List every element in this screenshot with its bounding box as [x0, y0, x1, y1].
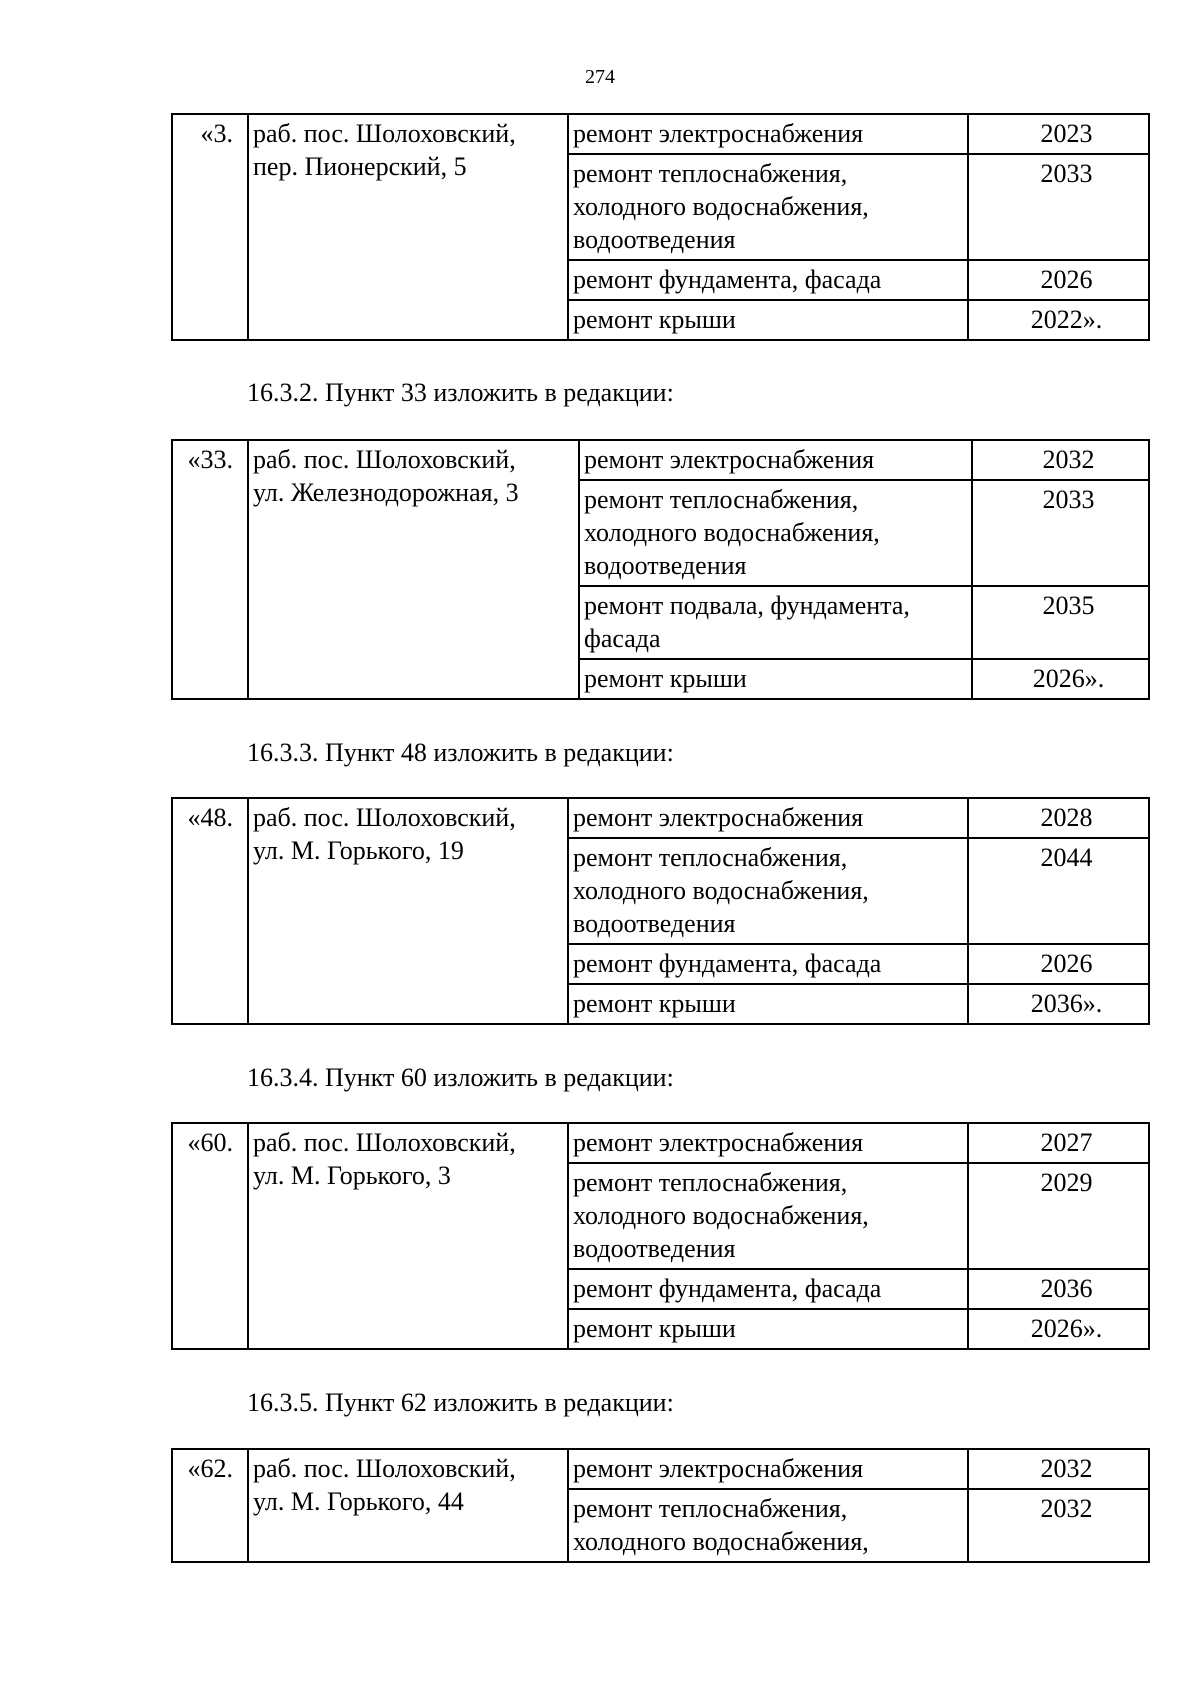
item-table — [171, 113, 1150, 341]
address-cell — [248, 1449, 568, 1562]
work-line: ремонт электроснабжения — [573, 119, 864, 148]
work-line: ремонт подвала, фундамента, — [584, 591, 910, 620]
year-cell: 2028 — [968, 798, 1149, 838]
work-cell — [579, 586, 972, 659]
work-cell — [568, 1163, 968, 1269]
work-line: ремонт теплоснабжения, — [573, 159, 848, 188]
work-line: ремонт фундамента, фасада — [573, 1274, 882, 1303]
table-row — [172, 440, 1149, 480]
year-cell: 2036 — [968, 1269, 1149, 1309]
item-number: «62. — [172, 1449, 248, 1562]
year-cell: 2036». — [968, 984, 1149, 1024]
address-line: ул. Железнодорожная, 3 — [253, 478, 519, 507]
address-cell — [248, 114, 568, 340]
work-cell — [568, 1449, 968, 1489]
table-row — [172, 798, 1149, 838]
work-line: водоотведения — [573, 909, 736, 938]
work-cell — [579, 440, 972, 480]
work-line: холодного водоснабжения, — [573, 1527, 869, 1556]
item-table — [171, 797, 1150, 1025]
work-cell — [579, 480, 972, 586]
work-line: ремонт крыши — [584, 664, 747, 693]
work-cell — [568, 944, 968, 984]
work-line: ремонт теплоснабжения, — [573, 1494, 848, 1523]
address-line: пер. Пионерский, 5 — [253, 152, 467, 181]
clause-16-3-5: 16.3.5. Пункт 62 изложить в редакции: — [247, 1388, 674, 1417]
work-cell — [568, 984, 968, 1024]
work-cell — [568, 1123, 968, 1163]
work-cell — [568, 1489, 968, 1562]
address-line: ул. М. Горького, 44 — [253, 1487, 464, 1516]
work-line: ремонт электроснабжения — [573, 1454, 864, 1483]
work-line: холодного водоснабжения, — [573, 876, 869, 905]
address-line: ул. М. Горького, 19 — [253, 836, 464, 865]
year-cell: 2032 — [968, 1449, 1149, 1489]
page-number: 274 — [585, 66, 615, 88]
year-cell: 2027 — [968, 1123, 1149, 1163]
work-cell — [568, 798, 968, 838]
address-line: раб. пос. Шолоховский, — [253, 445, 516, 474]
year-cell: 2033 — [968, 154, 1149, 260]
item-table — [171, 1448, 1150, 1563]
address-line: ул. М. Горького, 3 — [253, 1161, 451, 1190]
item-table — [171, 1122, 1150, 1350]
work-line: ремонт теплоснабжения, — [573, 1168, 848, 1197]
work-cell — [568, 154, 968, 260]
year-cell: 2022». — [968, 300, 1149, 340]
clause-16-3-2: 16.3.2. Пункт 33 изложить в редакции: — [247, 378, 674, 407]
year-cell: 2044 — [968, 838, 1149, 944]
year-cell: 2033 — [972, 480, 1149, 586]
work-line: фасада — [584, 624, 661, 653]
year-cell: 2026 — [968, 944, 1149, 984]
work-cell — [568, 114, 968, 154]
year-cell: 2026». — [972, 659, 1149, 699]
item-table — [171, 439, 1150, 700]
clause-16-3-3: 16.3.3. Пункт 48 изложить в редакции: — [247, 738, 674, 767]
work-cell — [568, 1269, 968, 1309]
address-line: раб. пос. Шолоховский, — [253, 119, 516, 148]
item-number: «60. — [172, 1123, 248, 1349]
work-line: ремонт крыши — [573, 989, 736, 1018]
item-number: «33. — [172, 440, 248, 699]
work-line: холодного водоснабжения, — [584, 518, 880, 547]
address-cell — [248, 1123, 568, 1349]
work-cell — [568, 300, 968, 340]
table-row — [172, 114, 1149, 154]
address-line: раб. пос. Шолоховский, — [253, 1128, 516, 1157]
work-cell — [579, 659, 972, 699]
address-cell — [248, 440, 579, 699]
item-number: «48. — [172, 798, 248, 1024]
address-line: раб. пос. Шолоховский, — [253, 1454, 516, 1483]
work-line: ремонт фундамента, фасада — [573, 949, 882, 978]
work-line: водоотведения — [573, 1234, 736, 1263]
year-cell: 2032 — [968, 1489, 1149, 1562]
work-line: ремонт электроснабжения — [573, 803, 864, 832]
address-cell — [248, 798, 568, 1024]
work-line: холодного водоснабжения, — [573, 1201, 869, 1230]
clause-16-3-4: 16.3.4. Пункт 60 изложить в редакции: — [247, 1063, 674, 1092]
year-cell: 2026 — [968, 260, 1149, 300]
year-cell: 2026». — [968, 1309, 1149, 1349]
table-row — [172, 1449, 1149, 1489]
work-line: холодного водоснабжения, — [573, 192, 869, 221]
work-cell — [568, 1309, 968, 1349]
work-cell — [568, 838, 968, 944]
work-line: ремонт электроснабжения — [573, 1128, 864, 1157]
work-line: водоотведения — [573, 225, 736, 254]
work-line: ремонт теплоснабжения, — [573, 843, 848, 872]
work-line: ремонт фундамента, фасада — [573, 265, 882, 294]
work-cell — [568, 260, 968, 300]
address-line: раб. пос. Шолоховский, — [253, 803, 516, 832]
work-line: ремонт электроснабжения — [584, 445, 875, 474]
work-line: ремонт крыши — [573, 305, 736, 334]
work-line: водоотведения — [584, 551, 747, 580]
year-cell: 2032 — [972, 440, 1149, 480]
table-row — [172, 1123, 1149, 1163]
work-line: ремонт крыши — [573, 1314, 736, 1343]
year-cell: 2029 — [968, 1163, 1149, 1269]
year-cell: 2035 — [972, 586, 1149, 659]
year-cell: 2023 — [968, 114, 1149, 154]
item-number: «3. — [172, 114, 248, 340]
work-line: ремонт теплоснабжения, — [584, 485, 859, 514]
